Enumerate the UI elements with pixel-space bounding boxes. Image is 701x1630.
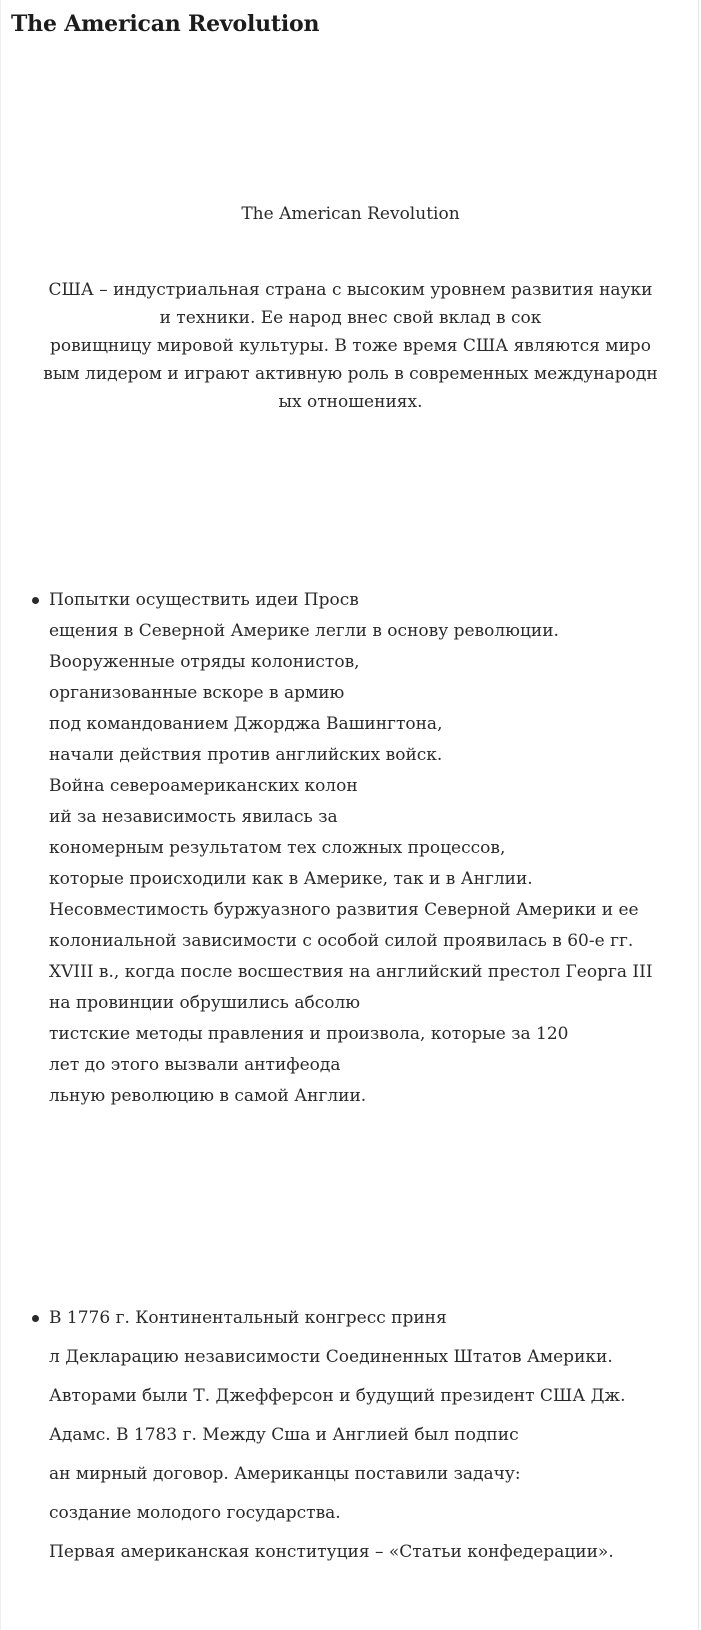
bullet-line: колониальной зависимости с особой силой проявилась в 60-е гг.: [49, 931, 634, 951]
bullet-line: Первая американская конституция – «Статьи конфедерации».: [49, 1542, 614, 1562]
intro-line: США – индустриальная страна с высоким уровнем развития науки: [48, 280, 653, 300]
intro-line: и техники. Ее народ внес свой вклад в сок: [159, 308, 542, 328]
bullet-line: кономерным результатом тех сложных процессов,: [49, 838, 506, 858]
bullet-line: Вооруженные отряды колонистов,: [49, 652, 360, 672]
bullet-item-enlightenment: [49, 585, 653, 1112]
bullet-text: [49, 1299, 625, 1572]
bullet-line: ий за независимость явилась за: [49, 807, 338, 827]
bullet-line: л Декларацию независимости Соединенных Штатов Америки.: [49, 1347, 613, 1367]
bullet-line: на провинции обрушились абсолю: [49, 993, 361, 1013]
bullet-line: В 1776 г. Континентальный конгресс приня: [49, 1308, 447, 1328]
bullet-line: Попытки осуществить идеи Просв: [49, 590, 359, 610]
intro-line: вым лидером и играют активную роль в современных международн: [43, 364, 658, 384]
intro-line: ровищницу мировой культуры. В тоже время США являются миро: [50, 336, 651, 356]
bullet-line: Война североамериканских колон: [49, 776, 358, 796]
bullet-dot-icon: [32, 597, 39, 604]
bullet-dot-icon: [32, 1315, 39, 1322]
bullet-line: тистские методы правления и произвола, которые за 120: [49, 1024, 569, 1044]
bullet-line: ан мирный договор. Американцы поставили задачу:: [49, 1464, 521, 1484]
bullet-line: организованные вскоре в армию: [49, 683, 345, 703]
bullet-line: Авторами были Т. Джефферсон и будущий президент США Дж.: [49, 1386, 626, 1406]
bullet-line: Адамс. В 1783 г. Между Сша и Англией был подпис: [49, 1425, 519, 1445]
bullet-line: ещения в Северной Америке легли в основу революции.: [49, 621, 559, 641]
bullet-text: [49, 585, 653, 1112]
bullet-line: создание молодого государства.: [49, 1503, 341, 1523]
bullet-line: льную революцию в самой Англии.: [49, 1086, 367, 1106]
intro-line: ых отношениях.: [278, 392, 423, 412]
bullet-line: под командованием Джорджа Вашингтона,: [49, 714, 443, 734]
slide-title: The American Revolution: [241, 204, 460, 224]
bullet-item-declaration: [49, 1299, 625, 1572]
bullet-line: лет до этого вызвали антифеода: [49, 1055, 341, 1075]
intro-paragraph: [9, 276, 692, 416]
bullet-line: Несовместимость буржуазного развития Северной Америки и ее: [49, 900, 639, 920]
bullet-line: начали действия против английских войск.: [49, 745, 443, 765]
bullet-line: XVIII в., когда после восшествия на английский престол Георга III: [49, 962, 653, 982]
bullet-line: которые происходили как в Америке, так и в Англии.: [49, 869, 533, 889]
page-title: The American Revolution: [11, 11, 320, 37]
